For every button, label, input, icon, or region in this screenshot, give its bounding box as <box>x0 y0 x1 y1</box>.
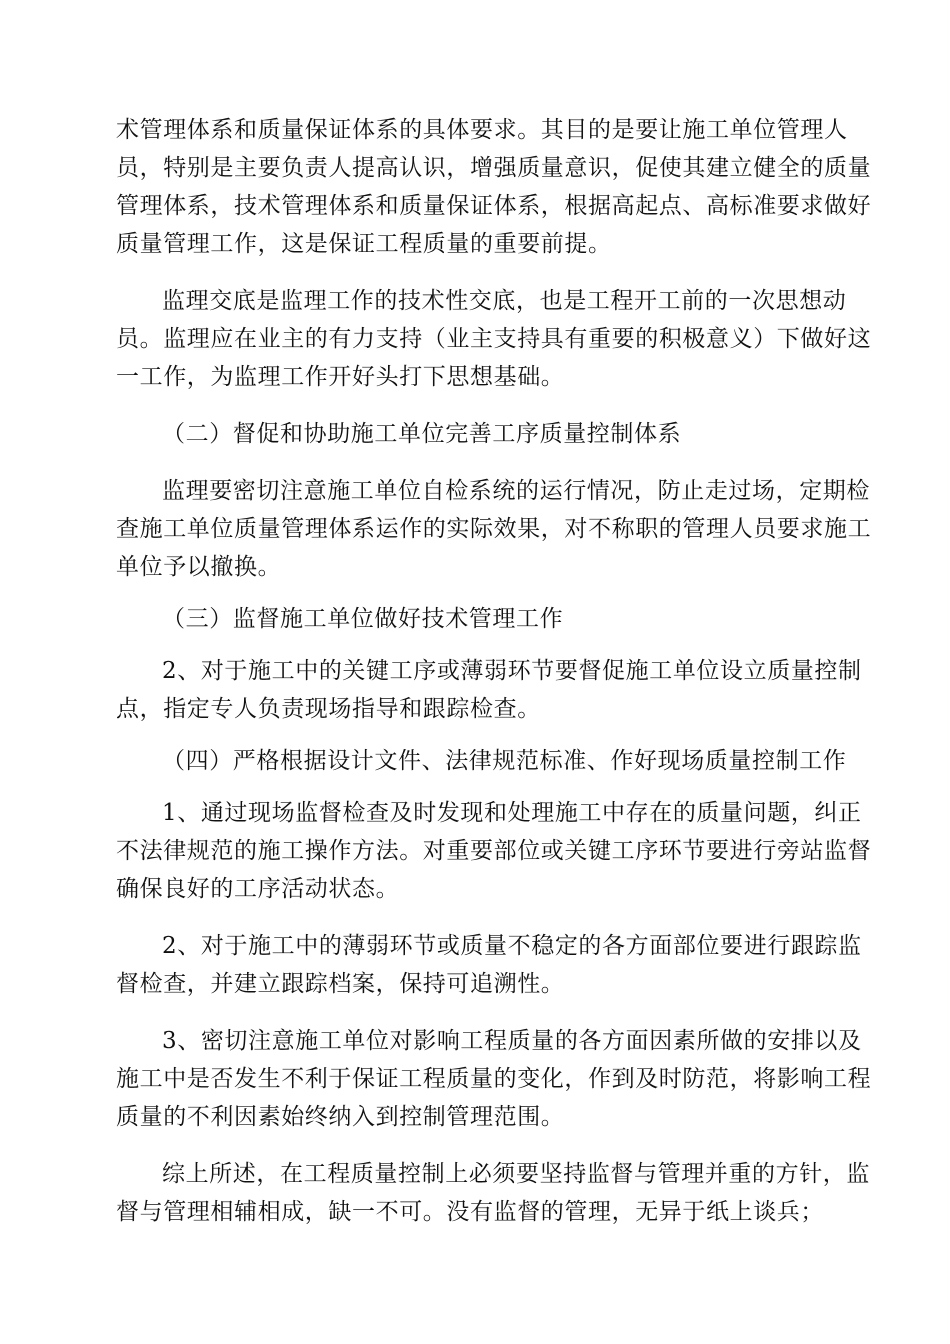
paragraph-6-line-2: 点，指定专人负责现场指导和跟踪检查。 <box>116 696 541 722</box>
paragraph-10-line-2: 施工中是否发生不利于保证工程质量的变化，作到及时防范，将影响工程 <box>116 1066 872 1092</box>
paragraph-1-line-3: 管理体系，技术管理体系和质量保证体系，根据高起点、高标准要求做好 <box>116 193 872 219</box>
paragraph-11-line-2: 督与管理相辅相成，缺一不可。没有监督的管理，无异于纸上谈兵； <box>116 1199 824 1225</box>
paragraph-1-line-1: 术管理体系和质量保证体系的具体要求。其目的是要让施工单位管理人 <box>116 117 848 143</box>
paragraph-10-line-3: 质量的不利因素始终纳入到控制管理范围。 <box>116 1104 565 1130</box>
paragraph-9-line-2: 督检查，并建立跟踪档案，保持可追溯性。 <box>116 971 565 997</box>
paragraph-11-line-1: 综上所述，在工程质量控制上必须要坚持监督与管理并重的方针，监 <box>162 1161 870 1187</box>
section-heading-3: （三）监督施工单位做好技术管理工作 <box>162 606 564 632</box>
paragraph-4-line-3: 单位予以撤换。 <box>116 554 282 580</box>
paragraph-2-line-2: 员。监理应在业主的有力支持（业主支持具有重要的积极意义）下做好这 <box>116 326 872 352</box>
paragraph-8-line-3: 确保良好的工序活动状态。 <box>116 876 400 902</box>
paragraph-6-line-1: 2、对于施工中的关键工序或薄弱环节要督促施工单位设立质量控制 <box>162 658 862 684</box>
paragraph-1-line-4: 质量管理工作，这是保证工程质量的重要前提。 <box>116 231 612 257</box>
paragraph-2-line-3: 一工作，为监理工作开好头打下思想基础。 <box>116 364 565 390</box>
paragraph-2-line-1: 监理交底是监理工作的技术性交底，也是工程开工前的一次思想动 <box>162 288 847 314</box>
section-heading-4: （四）严格根据设计文件、法律规范标准、作好现场质量控制工作 <box>162 748 847 774</box>
paragraph-10-line-1: 3、密切注意施工单位对影响工程质量的各方面因素所做的安排以及 <box>162 1028 862 1054</box>
paragraph-1-line-2: 员，特别是主要负责人提高认识，增强质量意识，促使其建立健全的质量 <box>116 155 872 181</box>
paragraph-8-line-2: 不法律规范的施工操作方法。对重要部位或关键工序环节要进行旁站监督 <box>116 838 872 864</box>
paragraph-8-line-1: 1、通过现场监督检查及时发现和处理施工中存在的质量问题，纠正 <box>162 800 862 826</box>
paragraph-4-line-2: 查施工单位质量管理体系运作的实际效果，对不称职的管理人员要求施工 <box>116 516 872 542</box>
section-heading-2: （二）督促和协助施工单位完善工序质量控制体系 <box>162 421 682 447</box>
paragraph-4-line-1: 监理要密切注意施工单位自检系统的运行情况，防止走过场，定期检 <box>162 478 870 504</box>
paragraph-9-line-1: 2、对于施工中的薄弱环节或质量不稳定的各方面部位要进行跟踪监 <box>162 933 862 959</box>
